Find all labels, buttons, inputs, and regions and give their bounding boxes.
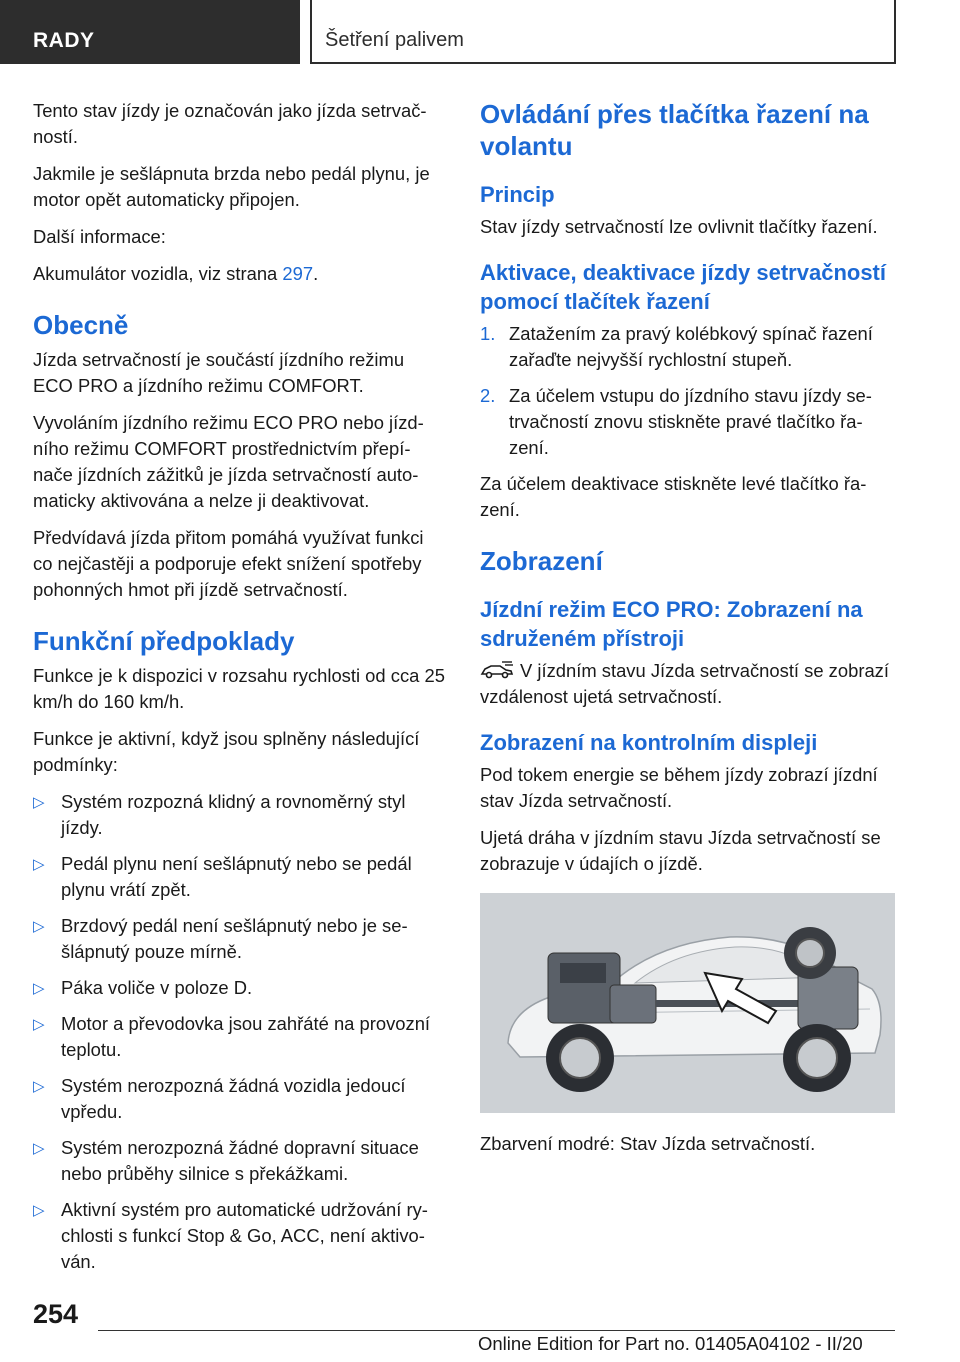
section-tab xyxy=(0,0,300,64)
heading-principle: Princip xyxy=(480,182,555,207)
heading-steering-buttons: Ovládání přes tlačítka řazení na volantu xyxy=(480,99,869,161)
list-item xyxy=(33,789,445,841)
chapter-tab xyxy=(310,0,896,64)
list-item xyxy=(33,975,445,1001)
heading-display: Zobrazení xyxy=(480,546,603,576)
coasting-car-icon xyxy=(480,660,514,680)
edition-note: Online Edition for Part no. 01405A04102 - II/20 xyxy=(478,1333,863,1354)
heading-activation: Aktivace, deaktivace jízdy setrvačností pomocí tlačítek řazení xyxy=(480,260,886,314)
triangle-bullet-icon: ▷ xyxy=(33,1016,45,1033)
reference-end: . xyxy=(313,263,319,284)
footer-divider xyxy=(98,1330,895,1331)
list-item-text: Motor a převodovka jsou zahřáté na provozní teplotu. xyxy=(61,1013,431,1060)
paragraph: Tento stav jízdy je označován jako jízda setrvač‐ností. xyxy=(33,100,427,147)
section-label: RADY xyxy=(33,29,95,52)
car-drivetrain-illustration xyxy=(480,893,895,1113)
step-number: 2. xyxy=(480,385,496,406)
paragraph: Vyvoláním jízdního režimu ECO PRO nebo jízd‐ního režimu COMFORT prostřednictvím přepí‐nače jízdních zážitků je jízda setrvačností auto‐maticky aktivována a nelze ji deaktivovat. xyxy=(33,412,424,511)
paragraph: Předvídavá jízda přitom pomáhá využívat funkci co nejčastěji a podporuje efekt snížení spotřeby pohonných hmot při jízdě setrvačností. xyxy=(33,527,424,600)
list-item-text: Systém rozpozná klidný a rovnoměrný styl jízdy. xyxy=(61,791,406,838)
paragraph: Funkce je k dispozici v rozsahu rychlosti od cca 25 km/h do 160 km/h. xyxy=(33,665,445,712)
heading-general: Obecně xyxy=(33,310,129,340)
page-header xyxy=(0,0,960,64)
figure-caption: Zbarvení modré: Stav Jízda setrvačností. xyxy=(480,1133,816,1154)
triangle-bullet-icon: ▷ xyxy=(33,1140,45,1157)
heading-prerequisites: Funkční předpoklady xyxy=(33,626,295,656)
triangle-bullet-icon: ▷ xyxy=(33,918,45,935)
reference-text: Akumulátor vozidla, viz strana xyxy=(33,263,283,284)
triangle-bullet-icon: ▷ xyxy=(33,980,45,997)
paragraph-text: V jízdním stavu Jízda setrvačností se zobrazí vzdálenost ujetá setrvačností. xyxy=(480,660,889,707)
chapter-title: Šetření palivem xyxy=(325,29,464,51)
heading-control-display: Zobrazení na kontrolním displeji xyxy=(480,730,818,755)
paragraph: Jakmile je sešlápnuta brzda nebo pedál plynu, je motor opět automaticky připojen. xyxy=(33,163,430,210)
list-item-text: Pedál plynu není sešlápnutý nebo se pedál plynu vrátí zpět. xyxy=(61,853,412,900)
list-item xyxy=(33,1135,445,1187)
list-item xyxy=(33,1073,445,1125)
paragraph-reference xyxy=(33,261,445,287)
step-number: 1. xyxy=(480,323,496,344)
list-item-text: Aktivní systém pro automatické udržování ry‐chlosti s funkcí Stop & Go, ACC, není aktivo‐ván. xyxy=(61,1199,428,1272)
list-item-text: Páka voliče v poloze D. xyxy=(61,977,253,998)
paragraph: Další informace: xyxy=(33,226,166,247)
list-item xyxy=(33,1011,445,1063)
conditions-list xyxy=(33,789,445,1275)
triangle-bullet-icon: ▷ xyxy=(33,1202,45,1219)
list-item xyxy=(480,321,898,373)
paragraph: Ujetá dráha v jízdním stavu Jízda setrvačností se zobrazuje v údajích o jízdě. xyxy=(480,827,881,874)
list-item xyxy=(480,383,898,461)
car-cutaway-icon xyxy=(480,893,895,1113)
step-text: Zatažením za pravý kolébkový spínač řazení zařaďte nejvyšší rychlostní stupeň. xyxy=(509,323,873,370)
heading-eco-pro: Jízdní režim ECO PRO: Zobrazení na sdruženém přístroji xyxy=(480,597,863,651)
list-item-text: Brzdový pedál není sešlápnutý nebo je se‐šlápnutý pouze mírně. xyxy=(61,915,408,962)
triangle-bullet-icon: ▷ xyxy=(33,856,45,873)
steps-list xyxy=(480,321,898,461)
triangle-bullet-icon: ▷ xyxy=(33,1078,45,1095)
paragraph: Stav jízdy setrvačností lze ovlivnit tlačítky řazení. xyxy=(480,216,878,237)
paragraph: Funkce je aktivní, když jsou splněny následující podmínky: xyxy=(33,728,420,775)
list-item xyxy=(33,1197,445,1275)
page-link[interactable]: 297 xyxy=(282,263,314,284)
list-item-text: Systém nerozpozná žádná vozidla jedoucí vpředu. xyxy=(61,1075,406,1122)
list-item xyxy=(33,851,445,903)
left-column xyxy=(33,98,445,1285)
triangle-bullet-icon: ▷ xyxy=(33,794,45,811)
step-text: Za účelem vstupu do jízdního stavu jízdy se‐trvačností znovu stiskněte pravé tlačítko řa‐zení. xyxy=(509,385,872,458)
list-item xyxy=(33,913,445,965)
page-number: 254 xyxy=(33,1299,79,1329)
paragraph: Pod tokem energie se během jízdy zobrazí jízdní stav Jízda setrvačností. xyxy=(480,764,878,811)
right-column xyxy=(480,98,898,1168)
paragraph: Za účelem deaktivace stiskněte levé tlačítko řa‐zení. xyxy=(480,473,867,520)
list-item-text: Systém nerozpozná žádné dopravní situace nebo průběhy silnice s překážkami. xyxy=(61,1137,419,1184)
paragraph-with-icon xyxy=(480,658,898,710)
paragraph: Jízda setrvačností je součástí jízdního režimu ECO PRO a jízdního režimu COMFORT. xyxy=(33,349,405,396)
